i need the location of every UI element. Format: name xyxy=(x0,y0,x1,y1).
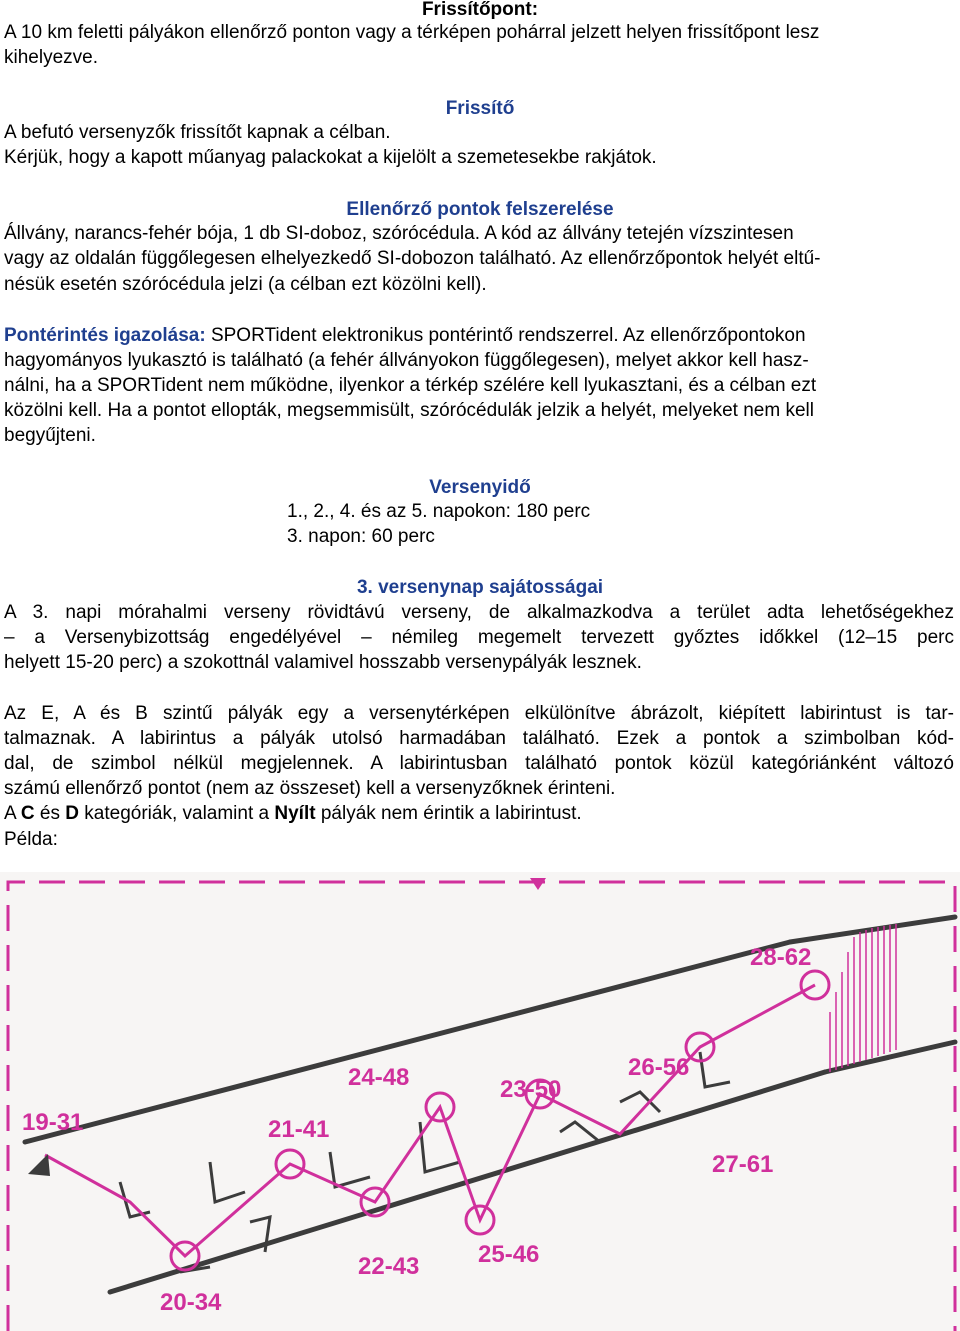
control-label: 20-34 xyxy=(160,1289,222,1316)
category-c: C xyxy=(20,803,35,824)
refresh-point-line: A 10 km feletti pályákon ellenőrző ponton vagy a térképen pohárral jelzett helyen frissítőpont lesz xyxy=(4,22,820,43)
punch-first-line xyxy=(4,323,954,348)
refresh-point-line: kihelyezve. xyxy=(4,47,98,68)
day3-heading: 3. versenynap sajátosságai xyxy=(356,577,604,598)
refreshment-line: Kérjük, hogy a kapott műanyag palackokat a kijelölt a szemetesekbe rakjátok. xyxy=(4,147,657,168)
day3-para2-line: Az E, A és B szintű pályák egy a versenytérképen elkülönítve ábrázolt, kiépített labirintust is tar- xyxy=(4,703,954,724)
equipment-line: nésük esetén szórócédula jelzi (a célban ezt közölni kell). xyxy=(4,274,487,295)
race-time-line: 1., 2., 4. és az 5. napokon: 180 perc xyxy=(287,501,591,522)
control-label: 21-41 xyxy=(268,1116,330,1143)
control-label: 22-43 xyxy=(358,1253,420,1280)
control-label: 25-46 xyxy=(478,1241,540,1268)
race-time-heading: Versenyidő xyxy=(429,477,531,498)
category-open: Nyílt xyxy=(274,803,316,824)
equipment-line: vagy az oldalán függőlegesen elhelyezkedő SI-dobozon található. Az ellenőrzőpontok helyét eltű- xyxy=(4,248,821,269)
labyrinth-map-image xyxy=(0,872,960,1331)
punch-line: begyűjteni. xyxy=(4,425,96,446)
day3-para1-line: helyett 15-20 perc) a szokottnál valamivel hosszabb versenypályák lesznek. xyxy=(4,652,642,673)
punch-first-line-rest: SPORTident elektronikus pontérintő rendszerrel. Az ellenőrzőpontokon xyxy=(205,325,806,346)
control-label: 28-62 xyxy=(750,944,812,971)
equipment-line: Állvány, narancs-fehér bója, 1 db SI-doboz, szórócédula. A kód az állvány tetején vízszintesen xyxy=(4,223,794,244)
control-label: 19-31 xyxy=(22,1109,84,1136)
day3-para2-line: dal, de szimbol nélkül megjelennek. A labirintusban található pontok közül kategóriánként változó xyxy=(4,753,954,774)
refreshment-line: A befutó versenyzők frissítőt kapnak a célban. xyxy=(4,122,391,143)
control-label: 24-48 xyxy=(348,1064,410,1091)
day3-para1-line: A 3. napi mórahalmi verseny rövidtávú verseny, de alkalmazkodva a terület adta lehetőségekhez xyxy=(4,602,954,623)
refreshment-heading: Frissítő xyxy=(445,98,515,119)
day3-para2-line: talmaznak. A labirintus a pályák utolsó harmadában található. Ezek a pontok a szimbolban kód- xyxy=(4,728,954,749)
example-label: Példa: xyxy=(4,829,58,850)
control-label: 26-56 xyxy=(628,1054,690,1081)
control-label: 27-61 xyxy=(712,1151,774,1178)
punch-line: nálni, ha a SPORTident nem működne, ilyenkor a térkép szélére kell lyukasztani, és a célban ezt xyxy=(4,375,817,396)
refresh-point-heading: Frissítőpont: xyxy=(421,0,539,20)
punch-line: közölni kell. Ha a pontot ellopták, megsemmisült, szórócédulák jelzik a helyét, melyeket nem kell xyxy=(4,400,814,421)
day3-para2-line: számú ellenőrző pontot (nem az összeset) kell a versenyzőknek érinteni. xyxy=(4,778,616,799)
equipment-heading: Ellenőrző pontok felszerelése xyxy=(346,199,614,220)
day3-para1-line: – a Versenybizottság engedélyével – némileg megemelt tervezett győztes időkkel (12–15 perc xyxy=(4,627,954,648)
day3-last-line: A C és D kategóriák, valamint a Nyílt pályák nem érintik a labirintust. xyxy=(4,803,582,824)
punch-label: Pontérintés igazolása: xyxy=(4,325,206,346)
punch-line: hagyományos lyukasztó is található (a fehér állványokon függőlegesen), melyet akkor kell hasz- xyxy=(4,350,809,371)
category-d: D xyxy=(65,803,79,824)
race-time-line: 3. napon: 60 perc xyxy=(287,526,435,547)
control-label: 23-50 xyxy=(500,1076,562,1103)
